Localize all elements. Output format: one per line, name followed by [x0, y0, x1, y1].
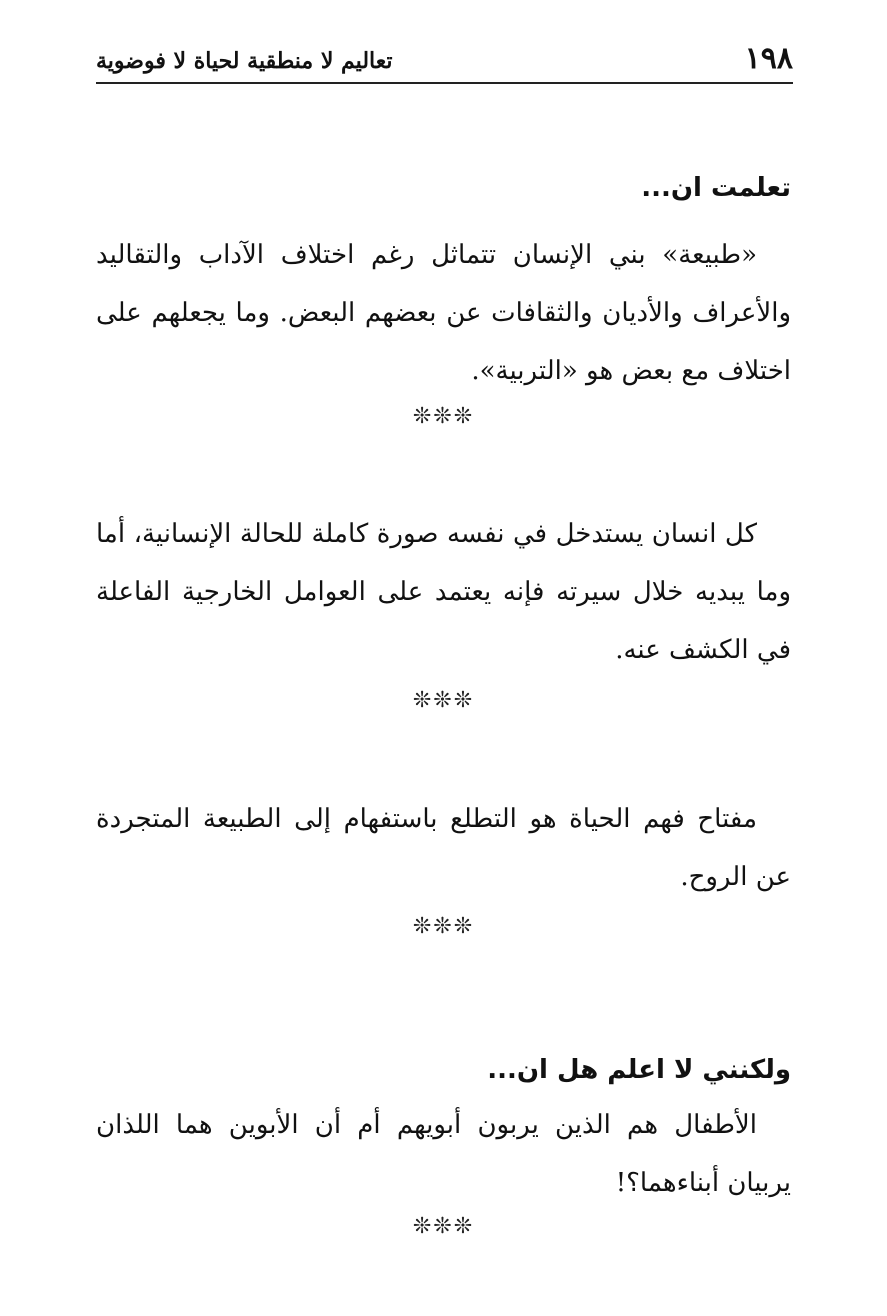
- section-1-paragraph: «طبيعة» بني الإنسان تتماثل رغم اختلاف الآداب والتقاليد والأعراف والأديان والثقافات عن بعضهم البعض. وما يجعلهم على اختلاف مع بعض هو «التربية».: [96, 240, 791, 386]
- section-2: [96, 505, 791, 679]
- section-4-paragraph: الأطفال هم الذين يربون أبويهم أم أن الأبوين هما اللذان يربيان أبناءهما؟!: [96, 1110, 791, 1198]
- section-1-heading: تعلمت ان...: [641, 173, 791, 203]
- section-1: [96, 168, 791, 400]
- separator-2: ❊❊❊: [412, 688, 475, 713]
- section-2-paragraph: كل انسان يستدخل في نفسه صورة كاملة للحالة الإنسانية، أما وما يبديه خلال سيرته فإنه يعتمد على العوامل الخارجية الفاعلة في الكشف عنه.: [96, 519, 791, 665]
- separator-4: ❊❊❊: [412, 1214, 475, 1239]
- section-3-paragraph: مفتاح فهم الحياة هو التطلع باستفهام إلى الطبيعة المتجردة عن الروح.: [96, 804, 791, 892]
- running-title: تعاليم لا منطقية لحياة لا فوضوية: [96, 48, 393, 74]
- section-4-heading: ولكنني لا اعلم هل ان...: [487, 1055, 791, 1085]
- section-3: [96, 790, 791, 906]
- separator-3: ❊❊❊: [412, 914, 475, 939]
- page-number: ١٩٨: [744, 41, 793, 76]
- section-4: [96, 1050, 791, 1212]
- separator-1: ❊❊❊: [412, 404, 475, 429]
- running-header: [96, 40, 793, 84]
